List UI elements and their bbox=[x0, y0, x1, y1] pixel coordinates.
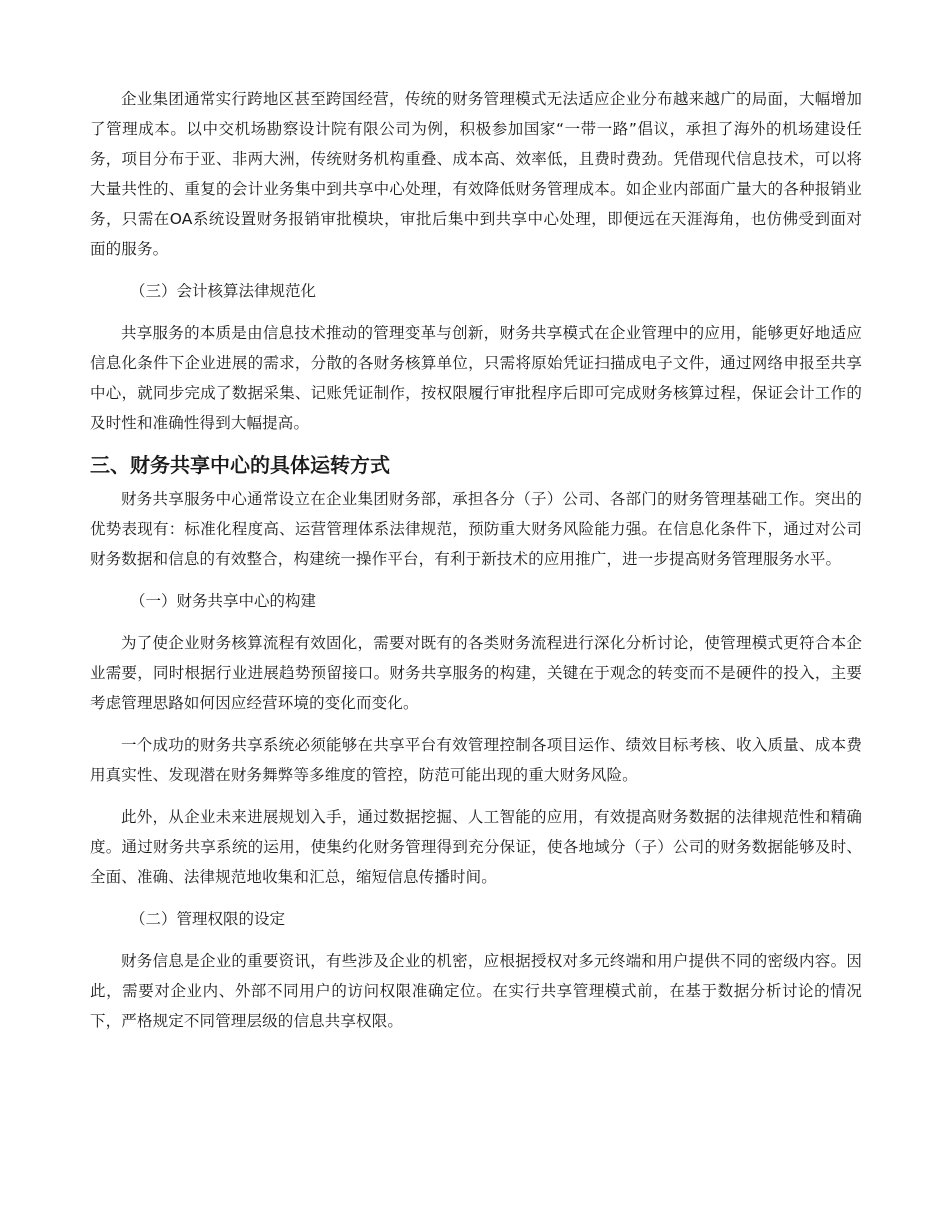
paragraph-process-solidification: 为了使企业财务核算流程有效固化，需要对既有的各类财务流程进行深化分析讨论，使管理模式更符合本企业需要，同时根据行业进展趋势预留接口。财务共享服务的构建，关键在于观念的转变而不是硬件的投入，主要考虑管理思路如何因应经营环境的变化而变化。 bbox=[90, 634, 862, 712]
paragraph-shared-service-essence: 共享服务的本质是由信息技术推动的管理变革与创新，财务共享模式在企业管理中的应用，能够更好地适应信息化条件下企业进展的需求，分散的各财务核算单位，只需将原始凭证扫描成电子文件，通过网络申报至共享中心，就同步完成了数据采集、记账凭证制作，按权限履行审批程序后即可完成财务核算过程，保证会计工作的及时性和准确性得到大幅提高。 bbox=[90, 324, 862, 432]
document-body bbox=[90, 84, 862, 1036]
paragraph-future-planning: 此外，从企业未来进展规划入手，通过数据挖掘、人工智能的应用，有效提高财务数据的法律规范性和精确度。通过财务共享系统的运用，使集约化财务管理得到充分保证，使各地域分（子）公司的财务数据能够及时、全面、准确、法律规范地收集和汇总，缩短信息传播时间。 bbox=[90, 808, 862, 886]
subsection-title-permission-setting: （二）管理权限的设定 bbox=[130, 910, 286, 928]
paragraph-access-permissions: 财务信息是企业的重要资讯，有些涉及企业的机密，应根据授权对多元终端和用户提供不同的密级内容。因此，需要对企业内、外部不同用户的访问权限准确定位。在实行共享管理模式前，在基于数据分析讨论的情况下，严格规定不同管理层级的信息共享权限。 bbox=[90, 952, 862, 1030]
subsection-title-accounting-standardization: （三）会计核算法律规范化 bbox=[130, 282, 317, 300]
paragraph-cost-reduction: 企业集团通常实行跨地区甚至跨国经营，传统的财务管理模式无法适应企业分布越来越广的局面，大幅增加了管理成本。以中交机场勘察设计院有限公司为例，积极参加国家“一带一路”倡议，承担了海外的机场建设任务，项目分布于亚、非两大洲，传统财务机构重叠、成本高、效率低，且费时费劲。凭借现代信息技术，可以将大量共性的、重复的会计业务集中到共享中心处理，有效降低财务管理成本。如企业内部面广量大的各种报销业务，只需在OA系统设置财务报销审批模块，审批后集中到共享中心处理，即便远在天涯海角，也仿佛受到面对面的服务。 bbox=[90, 90, 862, 258]
subsection-title-center-construction: （一）财务共享中心的构建 bbox=[130, 592, 317, 610]
paragraph-successful-system: 一个成功的财务共享系统必须能够在共享平台有效管理控制各项目运作、绩效目标考核、收入质量、成本费用真实性、发现潜在财务舞弊等多维度的管控，防范可能出现的重大财务风险。 bbox=[90, 736, 862, 784]
paragraph-center-setup: 财务共享服务中心通常设立在企业集团财务部，承担各分（子）公司、各部门的财务管理基础工作。突出的优势表现有：标准化程度高、运营管理体系法律规范，预防重大财务风险能力强。在信息化条件下，通过对公司财务数据和信息的有效整合，构建统一操作平台，有利于新技术的应用推广，进一步提高财务管理服务水平。 bbox=[90, 490, 862, 568]
section-heading-operation-mode: 三、财务共享中心的具体运转方式 bbox=[90, 453, 390, 477]
